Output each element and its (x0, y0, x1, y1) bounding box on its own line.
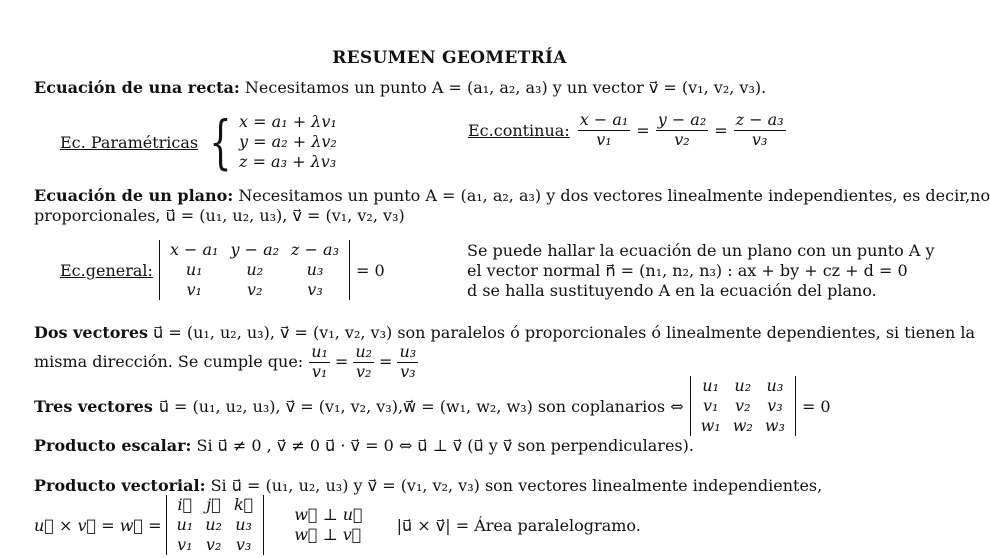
continua-block: Ec.continua: $\frac{\text{x − a₁}}{\text{v₁}}$ = $\frac{\text{y − a₂}}{\text{v₂}}$ = $\frac{\text{z − a₃}}{\text{v₃}}$ (468, 110, 784, 149)
vectorial-lhs: u⃗ × v⃗ = w⃗ = (34, 515, 162, 535)
tres-vectores (34, 376, 831, 436)
dos-line1: u⃗ = (u₁, u₂, u₃), v⃗ = (v₁, v₂, v₃) son paralelos ó proporcionales ó linealmente dependientes, si tienen la (153, 323, 976, 342)
recta-text: Necesitamos un punto A = (a₁, a₂, a₃) y un vector v⃗ = (v₁, v₂, v₃). (244, 78, 767, 97)
plano-eq-zero: = 0 (356, 260, 385, 280)
plano-line2: proporcionales, u⃗ = (u₁, u₂, u₃), v⃗ = (v₁, v₂, v₃) (34, 206, 405, 225)
plano-general (60, 240, 385, 300)
param-label: Ec. Paramétricas (60, 132, 199, 152)
plano-note (467, 241, 935, 301)
param-equations (239, 112, 337, 172)
vectorial-determinant: i⃗ j⃗ k⃗ u₁ u₂ u₃ v₁ v₂ v₃ (166, 495, 265, 555)
left-brace: { (209, 108, 232, 176)
param-eq-z: z = a₃ + λv₃ (239, 152, 337, 171)
vectorial-perp: w⃗ ⊥ u⃗ w⃗ ⊥ v⃗ (294, 505, 363, 544)
general-label: Ec.general: (60, 260, 153, 280)
continua-label: Ec.continua: (468, 120, 570, 140)
dos-frac-1: $\frac{\text{u₁}}{\text{v₁}}$ (311, 342, 328, 381)
dos-vectores: Dos vectores u⃗ = (u₁, u₂, u₃), v⃗ = (v₁, v₂, v₃) son paralelos ó proporcionales ó linealmente dependientes, si tienen la misma dirección. Se cumple que: $\frac{\text{u₁}}{\text{v₁}}$ = $\frac{\text{u₂}}{\text{v₂}}$ = $\frac{\text{u₃}}{\text{v₃}}$ (34, 323, 976, 381)
plano-text (34, 186, 990, 226)
tres-determinant: u₁ u₂ u₃ v₁ v₂ v₃ w₁ w₂ w₃ (690, 376, 796, 436)
param-eq-y: y = a₂ + λv₂ (239, 132, 337, 151)
plano-note-2: el vector normal n⃗ = (n₁, n₂, n₃) : ax + by + cz + d = 0 (467, 261, 908, 280)
page-title: RESUMEN GEOMETRÍA (332, 48, 567, 68)
producto-escalar (34, 436, 694, 455)
dos-heading: Dos vectores (34, 323, 149, 342)
continua-frac-3: $\frac{\text{z − a₃}}{\text{v₃}}$ (735, 110, 784, 149)
plano-determinant: x − a₁ y − a₂ z − a₃ u₁ u₂ u₃ v₁ v₂ v₃ (159, 240, 350, 300)
producto-vectorial (34, 476, 822, 495)
param-block (60, 108, 337, 176)
plano-heading: Ecuación de un plano: (34, 186, 234, 205)
vectorial-formula (34, 495, 641, 555)
dos-frac-2: $\frac{\text{u₂}}{\text{v₂}}$ (355, 342, 373, 381)
tres-eq-zero: = 0 (801, 396, 831, 416)
dos-frac-3: $\frac{\text{u₃}}{\text{v₃}}$ (399, 342, 417, 381)
vectorial-text: Si u⃗ = (u₁, u₂, u₃) y v⃗ = (v₁, v₂, v₃) son vectores linealmente independientes, (210, 476, 823, 495)
recta-heading: Ecuación de una recta: (34, 78, 240, 97)
tres-heading: Tres vectores (34, 396, 153, 416)
param-eq-x: x = a₁ + λv₁ (239, 112, 337, 131)
plano-note-1: Se puede hallar la ecuación de un plano con un punto A y (467, 241, 935, 260)
plano-note-3: d se halla sustituyendo A en la ecuación del plano. (467, 281, 877, 300)
vectorial-area: |u⃗ × v⃗| = Área paralelogramo. (396, 515, 641, 535)
continua-frac-2: $\frac{\text{y − a₂}}{\text{v₂}}$ (657, 110, 707, 149)
plano-line1: Necesitamos un punto A = (a₁, a₂, a₃) y dos vectores linealmente independientes, es decir,no (238, 186, 990, 205)
recta-line (34, 78, 766, 97)
continua-frac-1: $\frac{\text{x − a₁}}{\text{v₁}}$ (579, 110, 629, 149)
escalar-heading: Producto escalar: (34, 436, 192, 455)
escalar-text: Si u⃗ ≠ 0 , v⃗ ≠ 0 u⃗ · v⃗ = 0 ⇔ u⃗ ⊥ v⃗ (u⃗ y v⃗ son perpendiculares). (196, 436, 694, 455)
dos-line2: misma dirección. Se cumple que: (34, 352, 304, 372)
tres-text: u⃗ = (u₁, u₂, u₃), v⃗ = (v₁, v₂, v₃),w⃗ = (w₁, w₂, w₃) son coplanarios ⇔ (158, 396, 684, 416)
vectorial-heading: Producto vectorial: (34, 476, 206, 495)
